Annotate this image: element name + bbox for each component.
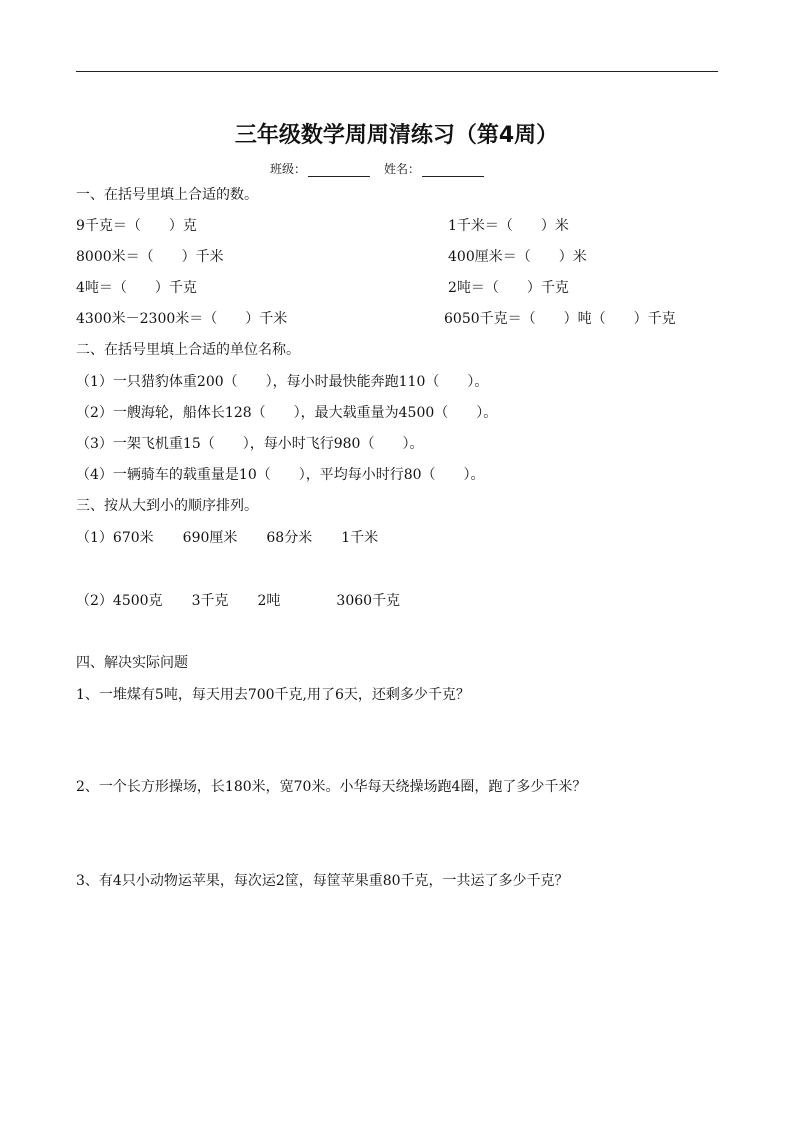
section4-heading: 四、解决实际问题 <box>76 655 188 671</box>
page-title: 三年级数学周周清练习（第4周） <box>234 123 559 148</box>
fill-item-8: 6050千克＝（ ）吨（ ）千克 <box>444 311 676 327</box>
fill-item-5: 4吨＝（ ）千克 <box>76 280 197 296</box>
fill-item-4: 400厘米＝（ ）米 <box>448 249 587 265</box>
order-value: 3060千克 <box>336 593 401 609</box>
order-row-2-prefix: （2） <box>76 593 113 609</box>
order-value: 690厘米 <box>182 530 238 546</box>
order-value: 1千米 <box>341 530 379 546</box>
header-rule <box>76 71 718 72</box>
problem-3: 3、有4只小动物运苹果，每次运2筐，每筐苹果重80千克，一共运了多少千克？ <box>76 873 569 889</box>
order-row-1-prefix: （1） <box>76 530 113 546</box>
fill-item-7: 4300米－2300米＝（ ）千米 <box>76 311 288 327</box>
name-label: 姓名： <box>384 162 421 176</box>
problem-1: 1、一堆煤有5吨，每天用去700千克,用了6天，还剩多少千克？ <box>76 687 470 703</box>
order-value: 3千克 <box>191 593 229 609</box>
order-row-1 <box>76 529 378 547</box>
order-value: 4500克 <box>112 593 163 609</box>
problem-2: 2、一个长方形操场，长180米，宽70米。小华每天绕操场跑4圈，跑了多少千米？ <box>76 779 587 795</box>
unit-item-4: （4）一辆骑车的载重量是10（ ），平均每小时行80（ ）。 <box>76 467 485 483</box>
class-field <box>270 160 370 177</box>
fill-item-1: 9千克＝（ ）克 <box>76 218 197 234</box>
class-label: 班级： <box>270 162 307 176</box>
class-blank[interactable] <box>308 162 370 177</box>
unit-item-3: （3）一架飞机重15（ ），每小时飞行980（ ）。 <box>76 436 424 452</box>
fill-item-6: 2吨＝（ ）千克 <box>448 280 569 296</box>
unit-item-1: （1）一只猎豹体重200（ ），每小时最快能奔跑110（ ）。 <box>76 374 489 390</box>
fill-item-2: 1千米＝（ ）米 <box>448 218 569 234</box>
order-value: 68分米 <box>266 530 313 546</box>
unit-item-2: （2）一艘海轮，船体长128（ ），最大载重量为4500（ ）。 <box>76 405 498 421</box>
section3-heading: 三、按从大到小的顺序排列。 <box>76 498 258 514</box>
order-value: 670米 <box>112 530 154 546</box>
fill-item-3: 8000米＝（ ）千米 <box>76 249 224 265</box>
name-blank[interactable] <box>422 162 484 177</box>
name-field <box>384 160 484 177</box>
section2-heading: 二、在括号里填上合适的单位名称。 <box>76 342 300 358</box>
order-row-2 <box>76 592 400 610</box>
order-value: 2吨 <box>257 593 281 609</box>
section1-heading: 一、在括号里填上合适的数。 <box>76 187 258 203</box>
